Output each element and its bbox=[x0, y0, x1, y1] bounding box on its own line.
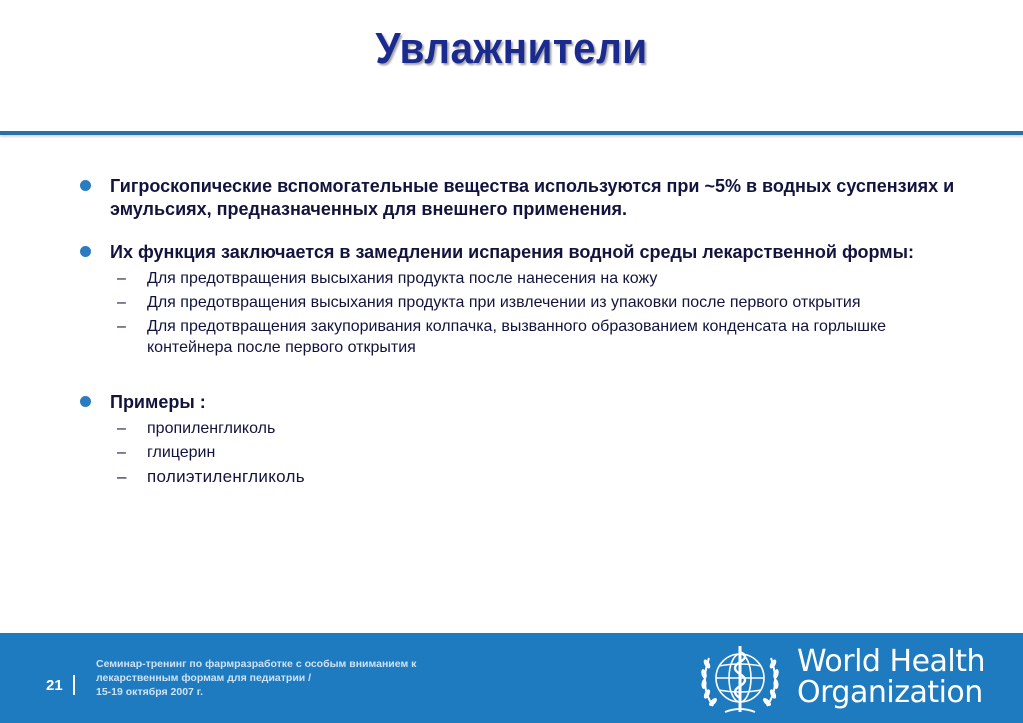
bullet-dot-icon bbox=[80, 396, 91, 407]
bullet-text: Гигроскопические вспомогательные вещества используются при ~5% в водных суспензиях и эмульсиях, предназначенных для внешнего применения. bbox=[110, 176, 955, 219]
sub-list-item: – Для предотвращения высыхания продукта при извлечении из упаковки после первого открытия bbox=[117, 294, 861, 311]
slide-title: Увлажнители bbox=[375, 24, 648, 73]
dash-icon: – bbox=[117, 318, 126, 335]
sub-list-item: – глицерин bbox=[117, 444, 216, 461]
bullet-item bbox=[80, 391, 960, 414]
bullet-dot-icon bbox=[80, 246, 91, 257]
dash-icon: – bbox=[117, 467, 127, 486]
sub-list bbox=[80, 418, 960, 487]
dash-icon: – bbox=[117, 444, 126, 461]
sub-list bbox=[80, 268, 960, 358]
bullet-item bbox=[80, 175, 960, 221]
page-number-divider bbox=[73, 675, 75, 695]
title-divider bbox=[0, 131, 1023, 135]
bullet-item bbox=[80, 241, 960, 264]
sub-list-item: – Для предотвращения высыхания продукта после нанесения на кожу bbox=[117, 270, 658, 287]
who-emblem-icon bbox=[695, 636, 785, 720]
dash-icon: – bbox=[117, 420, 126, 437]
bullet-text: Их функция заключается в замедлении испарения водной среды лекарственной формы: bbox=[110, 242, 914, 262]
slide-content bbox=[80, 175, 960, 490]
sub-list-item: – Для предотвращения закупоривания колпачка, вызванного образованием конденсата на горлышке контейнера после первого открытия bbox=[117, 318, 887, 356]
slide-footer bbox=[0, 633, 1023, 723]
sub-list-item: – полиэтиленгликоль bbox=[117, 467, 305, 486]
seminar-caption: Семинар-тренинг по фармразработке с особым вниманием к лекарственным формам для педиатрии / 15-19 октября 2007 г. bbox=[96, 658, 417, 698]
bullet-text: Примеры : bbox=[110, 392, 206, 412]
organization-name: World Health Organization bbox=[797, 644, 986, 710]
bullet-dot-icon bbox=[80, 180, 91, 191]
dash-icon: – bbox=[117, 270, 126, 287]
page-number: 21 bbox=[46, 677, 63, 694]
sub-list-item: – пропиленгликоль bbox=[117, 420, 276, 437]
dash-icon: – bbox=[117, 294, 126, 311]
